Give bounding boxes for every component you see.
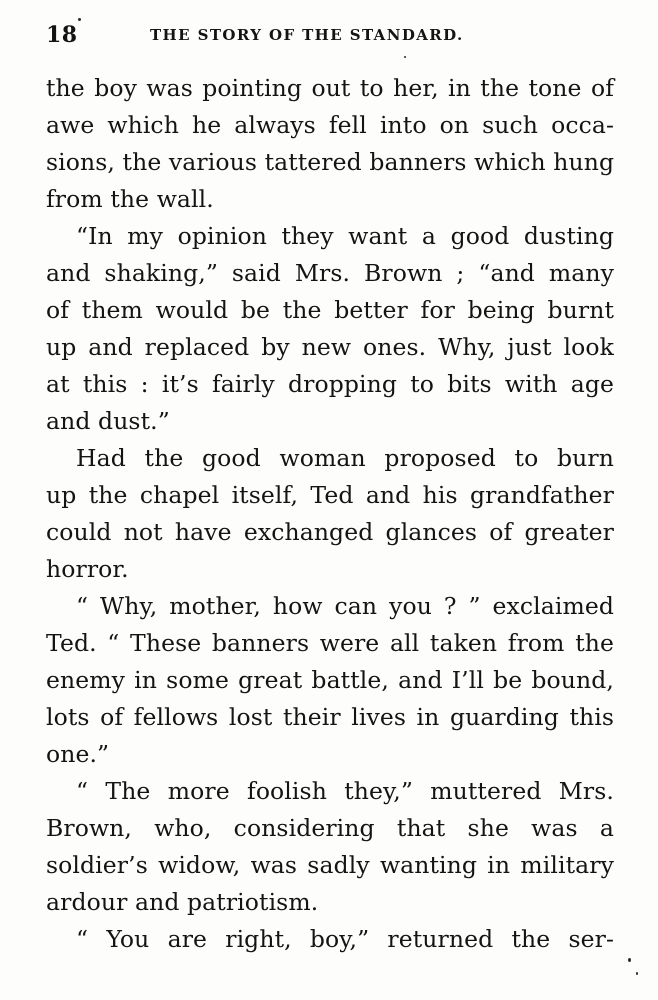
text-line: from the wall. [46,185,214,213]
text-line: Ted. “ These banners were all taken from the [46,629,614,657]
text-line: Brown, who, considering that she was a [46,814,614,842]
text-line: “In my opinion they want a good dusting [76,222,614,250]
text-line: up the chapel itself, Ted and his grandfather [46,481,614,509]
text-line: and shaking,” said Mrs. Brown ; “and many [46,259,614,287]
text-line: horror. [46,555,129,583]
running-title: THE STORY OF THE STANDARD. [150,26,464,44]
text-line: “ Why, mother, how can you ? ” exclaimed [76,592,614,620]
text-line: lots of fellows lost their lives in guarding this [46,703,614,731]
text-line: enemy in some great battle, and I’ll be bound, [46,666,614,694]
print-speck [628,958,631,962]
text-line: at this : it’s fairly dropping to bits with age [46,370,614,398]
text-line: and dust.” [46,407,170,435]
text-line: awe which he always fell into on such occa- [46,111,614,139]
text-line: sions, the various tattered banners which hung [46,148,615,176]
text-line: of them would be the better for being burnt [46,296,614,324]
running-head [46,22,616,50]
text-line: ardour and patriotism. [46,888,319,916]
text-line: Had the good woman proposed to burn [76,444,614,472]
print-speck [78,18,81,21]
print-speck [636,972,638,975]
text-line: up and replaced by new ones. Why, just look [46,333,614,361]
page-number: 18 [46,22,78,48]
text-line: one.” [46,740,110,768]
text-line: “ The more foolish they,” muttered Mrs. [76,777,614,805]
print-speck [404,56,406,58]
text-line: could not have exchanged glances of greater [46,518,614,546]
text-line: “ You are right, boy,” returned the ser- [76,925,614,953]
text-line: soldier’s widow, was sadly wanting in military [46,851,614,879]
body-text [46,70,614,958]
text-line: the boy was pointing out to her, in the tone of [46,74,614,102]
